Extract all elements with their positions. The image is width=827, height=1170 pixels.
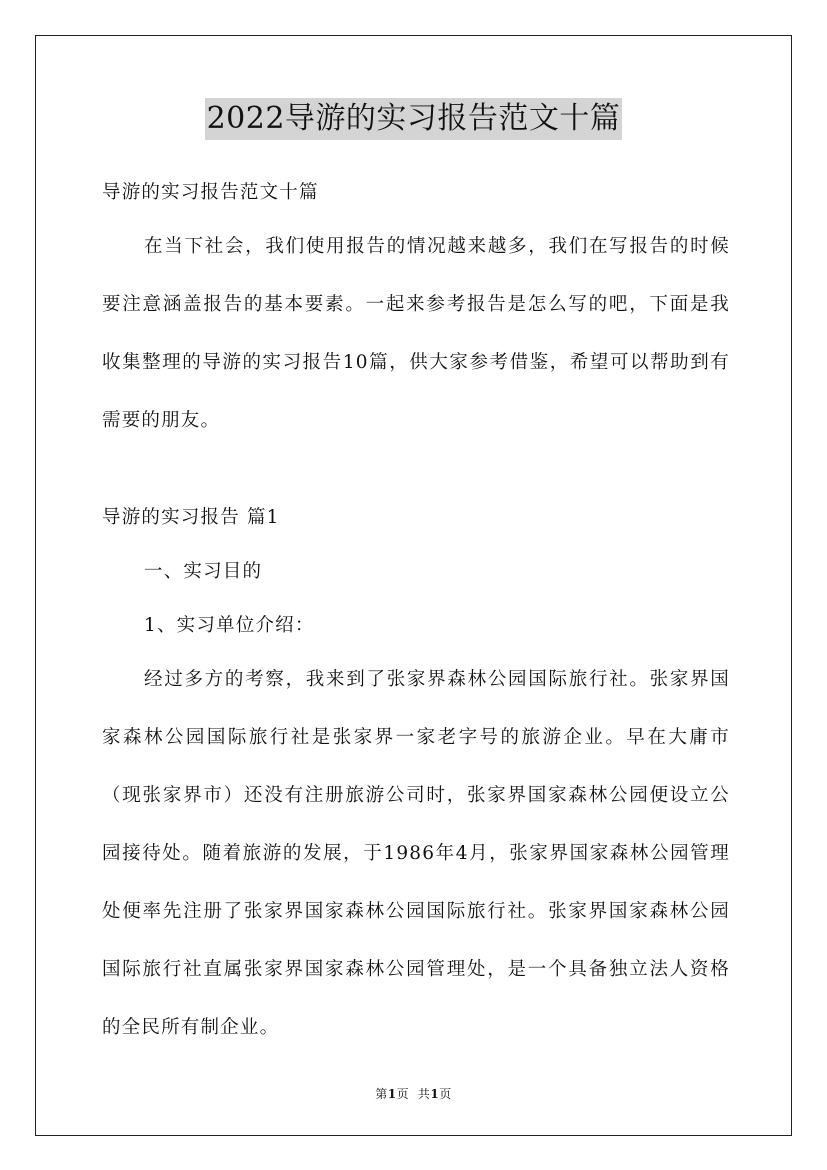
title-container xyxy=(0,98,827,140)
intro-paragraph: 在当下社会，我们使用报告的情况越来越多，我们在写报告的时候要注意涵盖报告的基本要素。一起来参考报告是怎么写的吧，下面是我收集整理的导游的实习报告10篇，供大家参考借鉴，希望可以帮助到有需要的朋友。 xyxy=(102,236,730,431)
document-title: 2022导游的实习报告范文十篇 xyxy=(205,98,623,140)
page-footer xyxy=(0,1085,827,1102)
section-heading: 导游的实习报告 篇1 xyxy=(102,507,280,528)
total-pages: 1 xyxy=(430,1087,440,1101)
list-item-company-intro: 1、实习单位介绍： xyxy=(144,615,315,636)
total-suffix: 页 xyxy=(439,1087,452,1101)
document-subtitle: 导游的实习报告范文十篇 xyxy=(102,182,319,203)
list-item-purpose: 一、实习目的 xyxy=(144,561,263,582)
body-paragraph: 经过多方的考察，我来到了张家界森林公园国际旅行社。张家界国家森林公园国际旅行社是张家界一家老字号的旅游企业。早在大庸市（现张家界市）还没有注册旅游公司时，张家界国家森林公园便设立公园接待处。随着旅游的发展，于1986年4月，张家界国家森林公园管理处便率先注册了张家界国家森林公园国际旅行社。张家界国家森林公园国际旅行社直属张家界国家森林公园管理处，是一个具备独立法人资格的全民所有制企业。 xyxy=(102,669,730,1038)
page-suffix: 页 xyxy=(396,1087,410,1101)
page-number: 1 xyxy=(387,1087,397,1101)
page-prefix: 第 xyxy=(375,1087,388,1101)
total-prefix: 共 xyxy=(417,1087,431,1101)
